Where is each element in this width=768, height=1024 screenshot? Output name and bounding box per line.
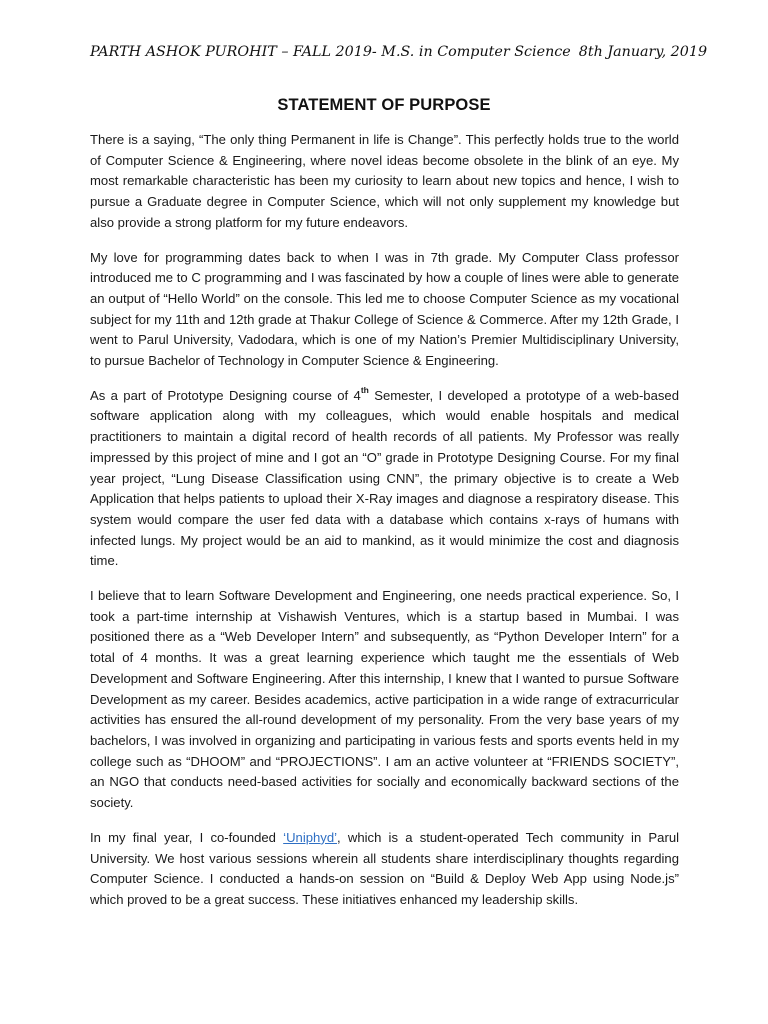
header-text: PARTH ASHOK PUROHIT – FALL 2019- M.S. in Computer Science <box>90 44 571 60</box>
paragraph-5-rest: , which is a student-operated Tech community in Parul University. We host various sessions wherein all students share interdisciplinary thoughts regarding Computer Science. I conducted a hands-on session on “Build & Deploy Web App using Node.js” which proved to be a great success. These initiatives enhanced my leadership skills. <box>90 829 680 907</box>
page-header <box>90 44 708 60</box>
paragraph-3-start: As a part of Prototype Designing course of 4 <box>90 387 361 403</box>
paragraph-3 <box>90 386 679 572</box>
paragraph-4: I believe that to learn Software Development and Engineering, one needs practical experience. So, I took a part-time internship at Vishawish Ventures, which is a startup based in Mumbai. I was positioned there as a “Web Developer Intern” and subsequently, as “Python Developer Intern” for a total of 4 months. It was a great learning experience which taught me the essentials of Web Development and Software Engineering. After this internship, I knew that I wanted to pursue Software Development as my career. Besides academics, active participation in a wide range of extracurricular activities has ensured the all-round development of my personality. From the very base years of my bachelors, I was involved in organizing and participating in various fests and sports events held in my college such as “DHOOM” and “PROJECTIONS”. I am an active volunteer at “FRIENDS SOCIETY”, an NGO that conducts need-based activities for socially and economically backward sections of the society. <box>90 588 679 811</box>
header-date: 8th January, 2019 <box>578 44 708 60</box>
paragraph-5-start: In my final year, I co-founded <box>90 829 284 845</box>
document-title: STATEMENT OF PURPOSE <box>277 96 491 114</box>
paragraph-1: There is a saying, “The only thing Permanent in life is Change”. This perfectly holds true to the world of Computer Science & Engineering, where novel ideas become obsolete in the blink of an eye. My most remarkable characteristic has been my curiosity to learn about new topics and hence, I wish to pursue a Graduate degree in Computer Science, which will not only supplement my knowledge but also provide a strong platform for my future endeavors. <box>90 132 679 230</box>
paragraph-2: My love for programming dates back to when I was in 7th grade. My Computer Class professor introduced me to C programming and I was fascinated by how a couple of lines were able to generate an output of “Hello World” on the console. This led me to choose Computer Science as my vocational subject for my 11th and 12th grade at Thakur College of Science & Commerce. After my 12th Grade, I went to Parul University, Vadodara, which is one of my Nation’s Premier Multidisciplinary University, to pursue Bachelor of Technology in Computer Science & Engineering. <box>90 249 679 369</box>
paragraph-5 <box>90 828 679 911</box>
document-body <box>90 130 679 925</box>
paragraph-3-rest: Semester, I developed a prototype of a web-based software application along with my colleagues, which would enable hospitals and medical practitioners to maintain a digital record of health records of all patients. My Professor was really impressed by this project of mine and I got an “O” grade in Prototype Designing Course. For my final year project, “Lung Disease Classification using CNN”, the primary objective is to create a Web Application that helps patients to upload their X-Ray images and diagnose a respiratory disease. This system would compare the user fed data with a database which contains x-rays of humans with infected lungs. My project would be an aid to mankind, as it would minimize the cost and diagnosis time. <box>90 387 679 569</box>
uniphyd-link[interactable]: ‘Uniphyd’ <box>283 829 338 845</box>
ordinal-superscript: th <box>360 385 369 396</box>
